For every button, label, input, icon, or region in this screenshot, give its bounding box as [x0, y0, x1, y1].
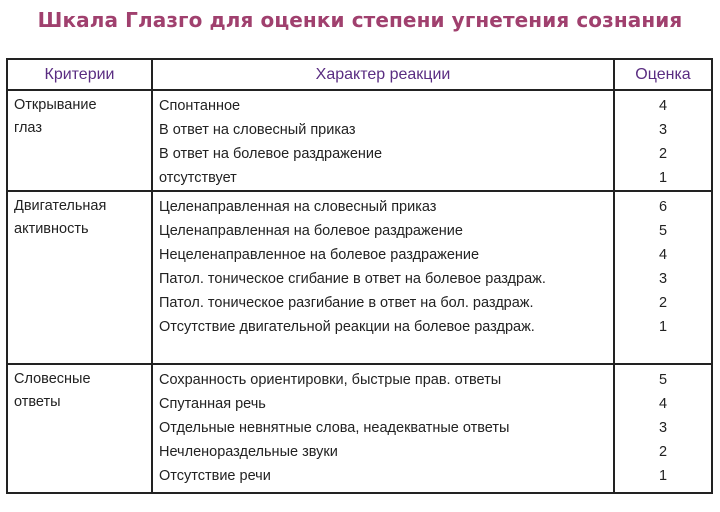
table-row — [7, 364, 712, 493]
reaction-item: Сохранность ориентировки, быстрые прав. ответы — [159, 372, 502, 388]
reaction-item: Целенаправленная на словесный приказ — [159, 199, 437, 215]
reaction-item: Патол. тоническое сгибание в ответ на болевое раздраж. — [159, 271, 546, 287]
reaction-item: Нечленораздельные звуки — [159, 444, 338, 460]
reaction-item: Спутанная речь — [159, 396, 266, 412]
header-criteria: Критерии — [7, 59, 152, 90]
criterion-eye-opening: Открывание глаз — [7, 90, 152, 191]
score-value: 4 — [658, 396, 668, 412]
reaction-item: отсутствует — [159, 170, 237, 186]
reaction-item: Целенаправленная на болевое раздражение — [159, 223, 463, 239]
reaction-item: Отсутствие двигательной реакции на болевое раздраж. — [159, 319, 535, 335]
table-row — [7, 90, 712, 191]
score-value: 3 — [658, 122, 668, 138]
reaction-cell — [152, 364, 614, 493]
score-value: 4 — [658, 247, 668, 263]
score-value: 5 — [658, 223, 668, 239]
score-value: 2 — [658, 444, 668, 460]
reaction-item: Отдельные невнятные слова, неадекватные ответы — [159, 420, 510, 436]
page-title: Шкала Глазго для оценки степени угнетения сознания — [37, 8, 683, 32]
score-cell — [614, 90, 712, 191]
table-header-row — [7, 59, 712, 90]
score-value: 2 — [658, 146, 668, 162]
score-cell — [614, 191, 712, 364]
reaction-item: Нецеленаправленное на болевое раздражение — [159, 247, 480, 263]
header-reaction: Характер реакции — [152, 59, 614, 90]
reaction-item: Патол. тоническое разгибание в ответ на бол. раздраж. — [159, 295, 534, 311]
score-value: 1 — [658, 170, 668, 186]
score-value: 3 — [658, 271, 668, 287]
reaction-item: В ответ на болевое раздражение — [159, 146, 383, 162]
reaction-cell — [152, 90, 614, 191]
score-value: 5 — [658, 372, 668, 388]
score-value: 2 — [658, 295, 668, 311]
score-value: 6 — [658, 199, 668, 215]
score-value: 1 — [658, 319, 668, 335]
criterion-motor-activity: Двигательная активность — [7, 191, 152, 364]
reaction-item: В ответ на словесный приказ — [159, 122, 356, 138]
score-value: 4 — [658, 98, 668, 114]
score-cell — [614, 364, 712, 493]
reaction-item: Спонтанное — [159, 98, 241, 114]
table-row — [7, 191, 712, 364]
score-value: 1 — [658, 468, 668, 484]
glasgow-scale-table — [6, 58, 713, 494]
header-score: Оценка — [614, 59, 712, 90]
score-value: 3 — [658, 420, 668, 436]
criterion-verbal-responses: Словесные ответы — [7, 364, 152, 493]
reaction-item: Отсутствие речи — [159, 468, 271, 484]
reaction-cell — [152, 191, 614, 364]
